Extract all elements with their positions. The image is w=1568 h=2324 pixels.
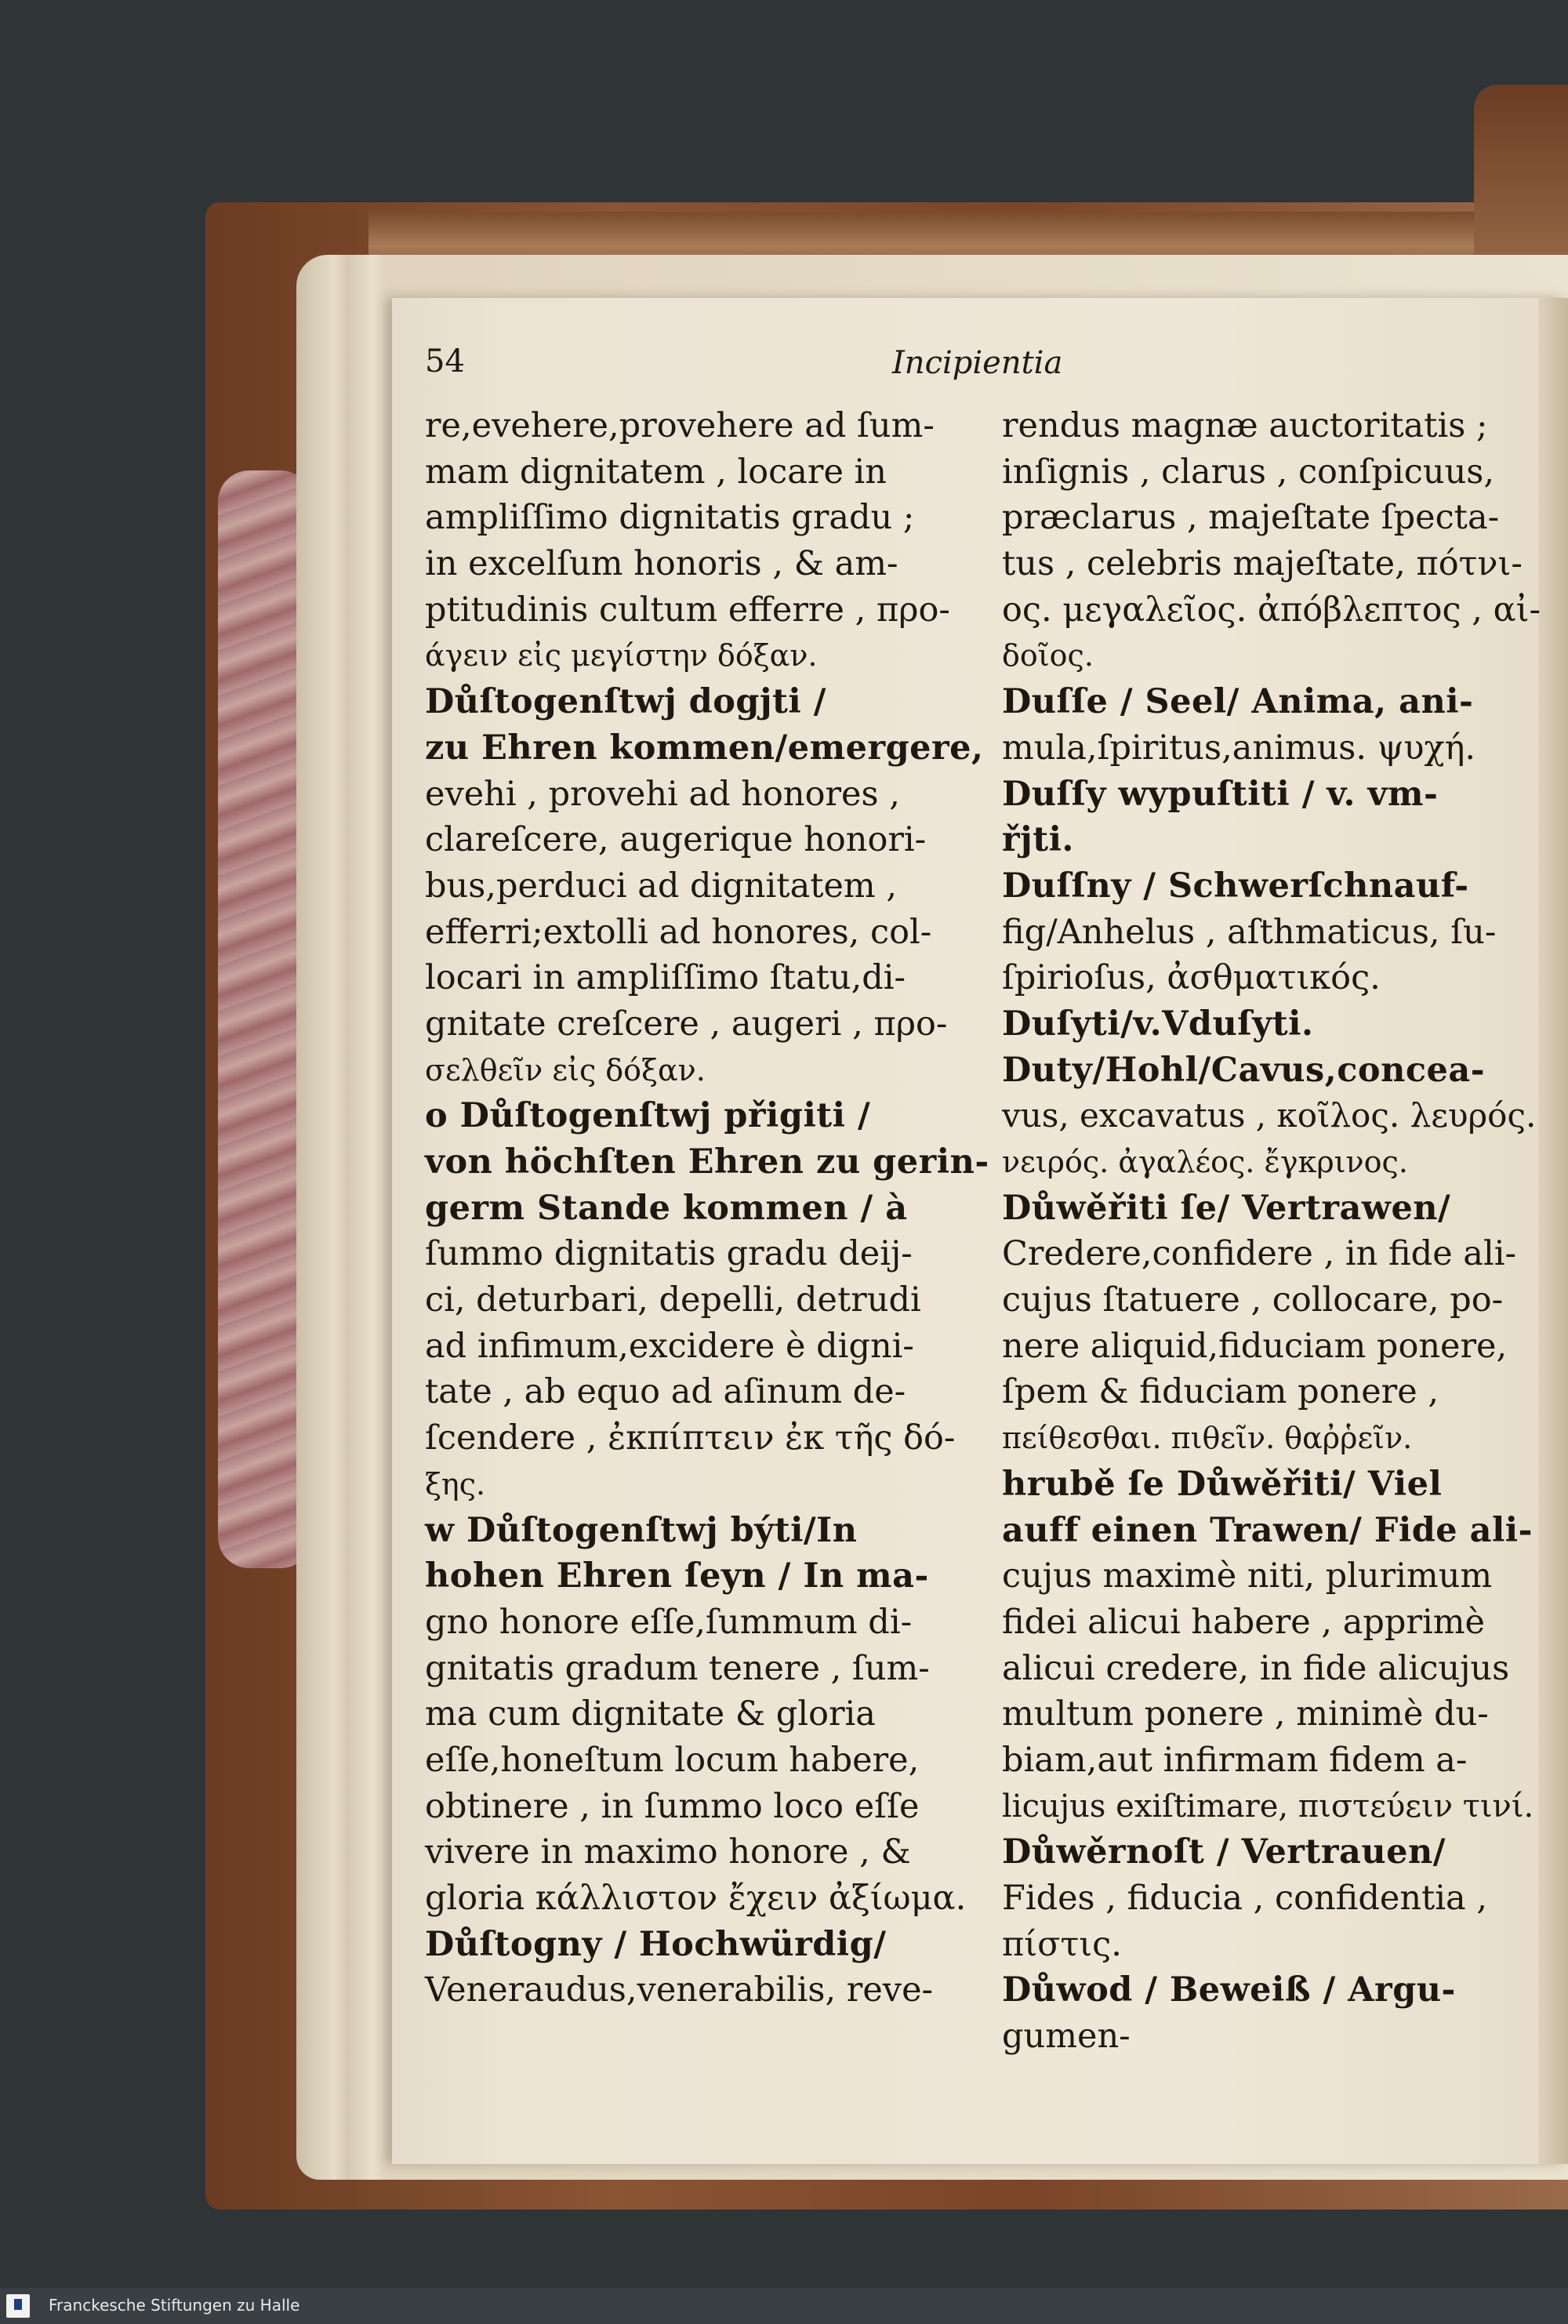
text-line: inſignis , clarus , conſpicuus, <box>1002 452 1495 492</box>
entry-headword-line: Důwěřiti ſe/ Vertrawen/ <box>1002 1188 1451 1228</box>
text-line: tus , celebris majeſtate, πότνι- <box>1002 544 1523 584</box>
right-text-column <box>1002 403 1543 2060</box>
entry-headword-line: řjti. <box>1002 820 1074 860</box>
footer-bar <box>0 2288 1568 2324</box>
institution-logo-icon <box>6 2294 30 2318</box>
text-line: cujus maximè niti, plurimum <box>1002 1556 1493 1596</box>
text-line: alicui credere, in fide alicujus <box>1002 1648 1510 1688</box>
text-line: cujus ſtatuere , collocare, po- <box>1002 1280 1504 1320</box>
text-line: fidei alicui habere , apprimè <box>1002 1602 1485 1642</box>
text-line: σελθεῖν εἰς δόξαν. <box>425 1052 706 1088</box>
text-line: mula,ſpiritus,animus. ψυχή. <box>1002 728 1476 768</box>
text-line: multum ponere , minimè du- <box>1002 1694 1489 1734</box>
entry-headword-line: hrubě ſe Důwěřiti/ Viel <box>1002 1464 1443 1504</box>
page-number: 54 <box>425 343 465 379</box>
text-line: efferri;extolli ad honores, col- <box>425 912 932 952</box>
text-line: gno honore eſſe,ſummum di- <box>425 1602 913 1642</box>
entry-headword-line: auff einen Trawen/ Fide ali- <box>1002 1510 1533 1550</box>
text-line: δοῖος. <box>1002 638 1094 674</box>
text-line: νειρός. ἀγαλέος. ἔγκρινος. <box>1002 1145 1408 1179</box>
text-line: ſcendere , ἐκπίπτειν ἐκ τῆς δό- <box>425 1418 956 1458</box>
entry-headword-line: o Důſtogenſtwj přigiti / <box>425 1096 871 1136</box>
text-line: ci, deturbari, depelli, detrudi <box>425 1280 921 1320</box>
text-line: άγειν εἰς μεγίστην δόξαν. <box>425 638 818 674</box>
entry-headword-line: Důwěrnoſt / Vertrauen/ <box>1002 1832 1446 1872</box>
text-line: gnitate creſcere , augeri , προ- <box>425 1004 948 1044</box>
entry-headword-line: hohen Ehren ſeyn / In ma- <box>425 1556 929 1596</box>
text-line: evehi , provehi ad honores , <box>425 774 900 814</box>
page-header <box>425 343 1554 390</box>
text-line: eſſe,honeſtum locum habere, <box>425 1740 920 1780</box>
text-line: ſpirioſus, ἀσθματικός. <box>1002 958 1381 998</box>
text-line: gumen- <box>1002 2017 1131 2057</box>
footer-credit: Franckesche Stiftungen zu Halle <box>49 2296 300 2315</box>
entry-headword-line: Duſſy wypuſtiti / v. vm- <box>1002 774 1439 814</box>
text-line: πίστις. <box>1002 1924 1122 1964</box>
text-line: ad infimum,excidere è digni- <box>425 1326 914 1366</box>
text-line: nere aliquid,fiduciam ponere, <box>1002 1326 1508 1366</box>
text-line: re,evehere,provehere ad ſum- <box>425 406 935 445</box>
text-line: licujus exiſtimare, πιστεύειν τινί. <box>1002 1788 1534 1825</box>
text-line: vivere in maximo honore , & <box>425 1832 911 1872</box>
text-line: gnitatis gradum tenere , ſum- <box>425 1648 930 1688</box>
entry-headword-line: zu Ehren kommen/emergere, <box>425 728 984 768</box>
left-text-column <box>425 403 989 2014</box>
entry-headword-line: von höchſten Ehren zu gerin- <box>425 1142 989 1182</box>
text-line: biam,aut infirmam fidem a- <box>1002 1740 1468 1780</box>
entry-headword-line: germ Stande kommen / à <box>425 1188 908 1228</box>
entry-headword-line: Důſtogenſtwj dogjti / <box>425 682 826 722</box>
entry-headword-line: Duty/Hohl/Cavus,concea- <box>1002 1050 1486 1090</box>
running-head: Incipientia <box>892 345 1063 381</box>
text-line: tate , ab equo ad aſinum de- <box>425 1372 906 1412</box>
text-line: rendus magnæ auctoritatis ; <box>1002 406 1488 445</box>
text-line: ος. μεγαλεῖος. ἀπόβλεπτος , αἰ- <box>1002 590 1541 630</box>
entry-headword-line: Důſtogny / Hochwürdig/ <box>425 1924 887 1964</box>
text-line: obtinere , in ſummo loco eſſe <box>425 1786 920 1826</box>
text-line: ſpem & fiduciam ponere , <box>1002 1372 1439 1412</box>
text-line: locari in ampliſſimo ſtatu,di- <box>425 958 906 998</box>
entry-headword-line: Duſſe / Seel/ Anima, ani- <box>1002 682 1474 722</box>
text-line: vus, excavatus , κοῖλος. λευρός. <box>1002 1096 1537 1135</box>
text-line: gloria κάλλιστον ἔχειν ἀξίωμα. <box>425 1879 967 1918</box>
text-line: ptitudinis cultum efferre , προ- <box>425 590 950 630</box>
text-line: ma cum dignitate & gloria <box>425 1694 876 1734</box>
entry-headword-line: Duſſny / Schwerſchnauf- <box>1002 866 1469 906</box>
text-line: fig/Anhelus , aſthmaticus, ſu- <box>1002 912 1497 952</box>
text-line: ξης. <box>425 1466 486 1502</box>
entry-headword-line: w Důſtogenſtwj býti/In <box>425 1510 858 1550</box>
text-line: bus,perduci ad dignitatem , <box>425 866 898 906</box>
text-line: clareſcere, augerique honori- <box>425 820 927 860</box>
text-line: ſummo dignitatis gradu deij- <box>425 1234 913 1274</box>
text-line: præclarus , majeſtate ſpecta- <box>1002 498 1500 538</box>
entry-headword-line: Důwod / Beweiß / Argu- <box>1002 1970 1456 2010</box>
text-line: Veneraudus,venerabilis, reve- <box>425 1970 934 2010</box>
text-line: Credere,confidere , in fide ali- <box>1002 1234 1516 1274</box>
text-line: mam dignitatem , locare in <box>425 452 887 492</box>
text-line: in excelſum honoris , & am- <box>425 544 898 584</box>
entry-headword-line: Duſyti/v.Vduſyti. <box>1002 1004 1314 1044</box>
text-line: πείθεσθαι. πιθεῖν. θαῤῥεῖν. <box>1002 1421 1413 1456</box>
text-line: Fides , fiducia , confidentia , <box>1002 1879 1488 1918</box>
text-line: ampliſſimo dignitatis gradu ; <box>425 498 915 538</box>
